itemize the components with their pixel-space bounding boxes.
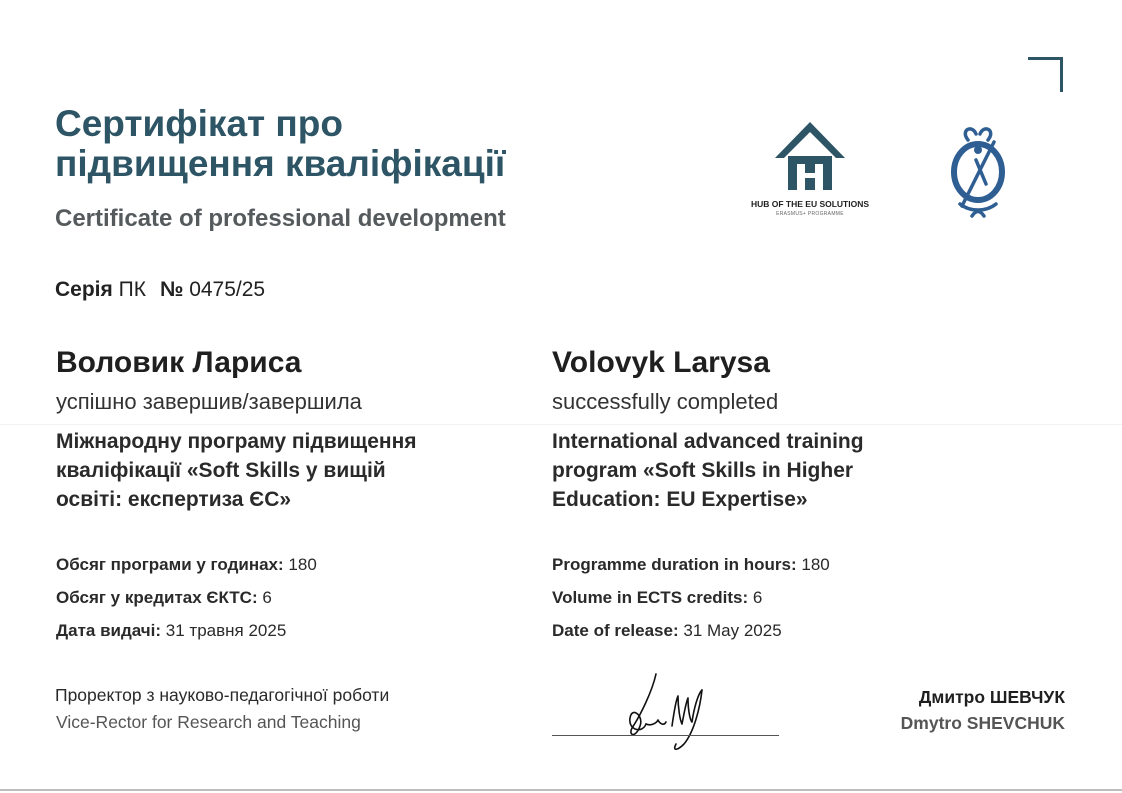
signature-icon — [610, 668, 730, 763]
bottom-edge-rule — [0, 789, 1122, 791]
university-emblem-icon — [942, 120, 1014, 220]
signatory-name-ua: Дмитро ШЕВЧУК — [918, 687, 1065, 707]
hours-label-en: Programme duration in hours: — [552, 555, 797, 574]
credits-label-ua: Обсяг у кредитах ЄКТС: — [56, 588, 258, 607]
hours-value-en: 180 — [801, 555, 830, 574]
faint-divider — [0, 424, 1122, 425]
program-ua-line-1: Міжнародну програму підвищення — [56, 430, 417, 453]
date-label-ua: Дата видачі: — [56, 621, 162, 640]
hours-value-ua: 180 — [288, 555, 317, 574]
title-ua-line-1: Сертифікат про — [55, 103, 343, 144]
certificate-title-en: Certificate of professional development — [55, 205, 506, 232]
program-en-line-3: Education: EU Expertise» — [552, 488, 808, 511]
signatory-name-en: Dmytro SHEVCHUK — [900, 713, 1065, 733]
signature-line — [552, 735, 779, 736]
hours-label-ua: Обсяг програми у годинах: — [56, 555, 284, 574]
program-title-ua — [56, 427, 417, 514]
date-value-ua: 31 травня 2025 — [165, 621, 287, 640]
program-ua-line-3: освіті: експертиза ЄС» — [56, 488, 292, 511]
program-ua-line-2: кваліфікації «Soft Skills у вищій — [56, 459, 386, 482]
credits-value-ua: 6 — [262, 588, 272, 607]
signatory-position-en: Vice-Rector for Research and Teaching — [56, 712, 361, 732]
series-number-line — [55, 278, 265, 302]
program-en-line-2: program «Soft Skills in Higher — [552, 459, 854, 482]
number-label: № — [159, 278, 184, 301]
house-logo-icon — [745, 120, 875, 198]
completed-text-en: successfully completed — [552, 389, 779, 414]
completed-text-ua: успішно завершив/завершила — [56, 389, 362, 414]
series-label: Серія — [55, 278, 113, 301]
program-title-en — [552, 427, 864, 514]
credits-row-ua — [56, 588, 272, 608]
hub-eu-solutions-logo — [745, 120, 875, 225]
credits-row-en — [552, 588, 762, 608]
credits-value-en: 6 — [752, 588, 763, 607]
university-emblem-logo — [942, 120, 1014, 220]
hours-row-ua — [56, 555, 317, 575]
certificate-number: 0475/25 — [189, 278, 266, 301]
series-value: ПК — [118, 278, 146, 301]
signatory-position-ua: Проректор з науково-педагогічної роботи — [55, 685, 390, 705]
title-ua-line-2: підвищення кваліфікації — [55, 143, 506, 184]
recipient-name-ua: Воловик Лариса — [56, 346, 302, 379]
date-row-en — [552, 621, 782, 641]
date-label-en: Date of release: — [552, 621, 679, 640]
hub-logo-caption: HUB OF THE EU SOLUTIONS — [750, 199, 870, 209]
hub-logo-subcaption: ERASMUS+ PROGRAMME — [776, 211, 844, 217]
handwritten-signature — [610, 668, 730, 763]
corner-bracket-decoration — [1028, 57, 1063, 92]
program-en-line-1: International advanced training — [552, 430, 864, 453]
hours-row-en — [552, 555, 830, 575]
recipient-name-en: Volovyk Larysa — [552, 346, 770, 379]
date-value-en: 31 May 2025 — [683, 621, 782, 640]
date-row-ua — [56, 621, 286, 641]
credits-label-en: Volume in ECTS credits: — [552, 588, 749, 607]
certificate-title-ua — [55, 104, 695, 184]
